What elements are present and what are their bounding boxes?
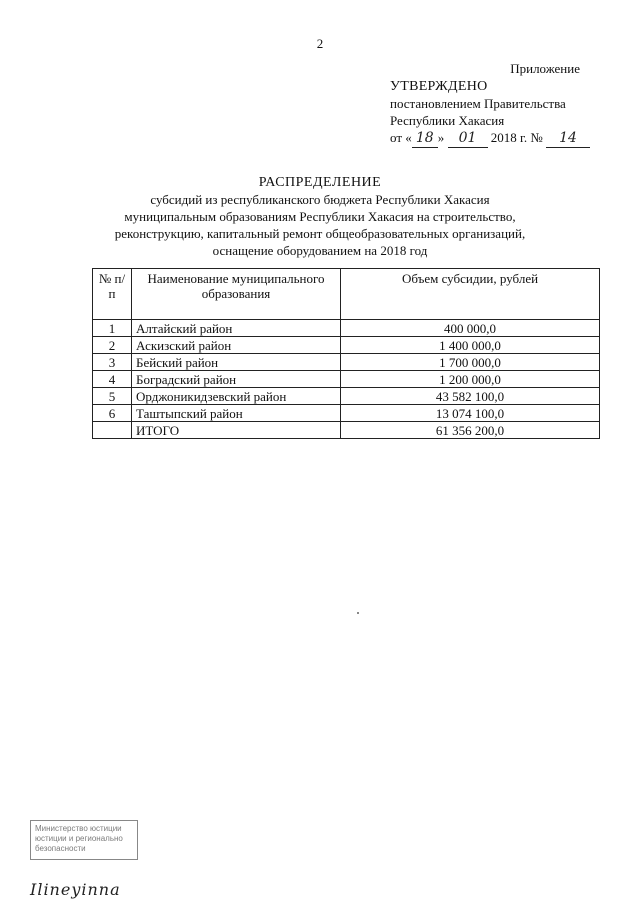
header-num: № п/п xyxy=(93,269,132,320)
heading-line-4: оснащение оборудованием на 2018 год xyxy=(212,243,428,258)
row-name: Бейский район xyxy=(132,354,341,371)
row-num: 3 xyxy=(93,354,132,371)
row-num: 6 xyxy=(93,405,132,422)
page-number: 2 xyxy=(316,36,324,51)
row-num: 1 xyxy=(93,320,132,337)
table-row xyxy=(93,354,600,371)
row-name: Алтайский район xyxy=(132,320,341,337)
approval-year-text: 2018 г. № xyxy=(487,130,547,145)
stamp-line-2: юстиции и регионально xyxy=(35,834,123,843)
row-value: 400 000,0 xyxy=(341,320,600,337)
table-row xyxy=(93,337,600,354)
approval-day-handwritten: 18 xyxy=(412,130,438,148)
approval-month-handwritten: 01 xyxy=(448,130,488,148)
row-value: 1 700 000,0 xyxy=(341,354,600,371)
heading-line-1: субсидий из республиканского бюджета Республики Хакасия xyxy=(150,192,490,207)
table-row xyxy=(93,405,600,422)
row-value: 1 200 000,0 xyxy=(341,371,600,388)
approval-number-handwritten: 14 xyxy=(546,130,590,148)
table-row xyxy=(93,320,600,337)
approval-title: УТВЕРЖДЕНО xyxy=(390,79,488,94)
header-name: Наименование муниципального образования xyxy=(132,269,341,320)
row-value: 43 582 100,0 xyxy=(341,388,600,405)
approval-date-line xyxy=(390,129,590,148)
approval-date-prefix: от « xyxy=(390,130,412,145)
row-name: Таштыпский район xyxy=(132,405,341,422)
row-num: 5 xyxy=(93,388,132,405)
appendix-label: Приложение xyxy=(510,61,580,76)
row-value: 1 400 000,0 xyxy=(341,337,600,354)
stamp-line-1: Министерство юстиции xyxy=(35,824,122,833)
subsidy-table xyxy=(92,268,600,439)
heading-line-2: муниципальным образованиям Республики Хакасия на строительство, xyxy=(124,209,516,224)
row-num: 2 xyxy=(93,337,132,354)
table-row xyxy=(93,371,600,388)
row-name: Аскизский район xyxy=(132,337,341,354)
total-num xyxy=(93,422,132,439)
document-heading xyxy=(0,174,640,259)
header-value: Объем субсидии, рублей xyxy=(341,269,600,320)
approval-date-mid: » xyxy=(437,130,448,145)
handwritten-signature: Ilineyinna xyxy=(30,880,121,899)
scan-speck xyxy=(357,612,359,614)
table-row xyxy=(93,388,600,405)
row-num: 4 xyxy=(93,371,132,388)
row-name: Орджоникидзевский район xyxy=(132,388,341,405)
approval-line-2: Республики Хакасия xyxy=(390,113,505,128)
stamp-line-3: безопасности xyxy=(35,844,86,853)
total-label: ИТОГО xyxy=(132,422,341,439)
registration-stamp xyxy=(30,820,138,860)
approval-line-1: постановлением Правительства xyxy=(390,96,566,111)
heading-line-3: реконструкцию, капитальный ремонт общеобразовательных организаций, xyxy=(114,226,526,241)
heading-title: РАСПРЕДЕЛЕНИЕ xyxy=(258,175,382,190)
approval-block xyxy=(390,78,590,148)
total-value: 61 356 200,0 xyxy=(341,422,600,439)
table-total-row xyxy=(93,422,600,439)
row-name: Боградский район xyxy=(132,371,341,388)
table-header-row xyxy=(93,269,600,320)
row-value: 13 074 100,0 xyxy=(341,405,600,422)
